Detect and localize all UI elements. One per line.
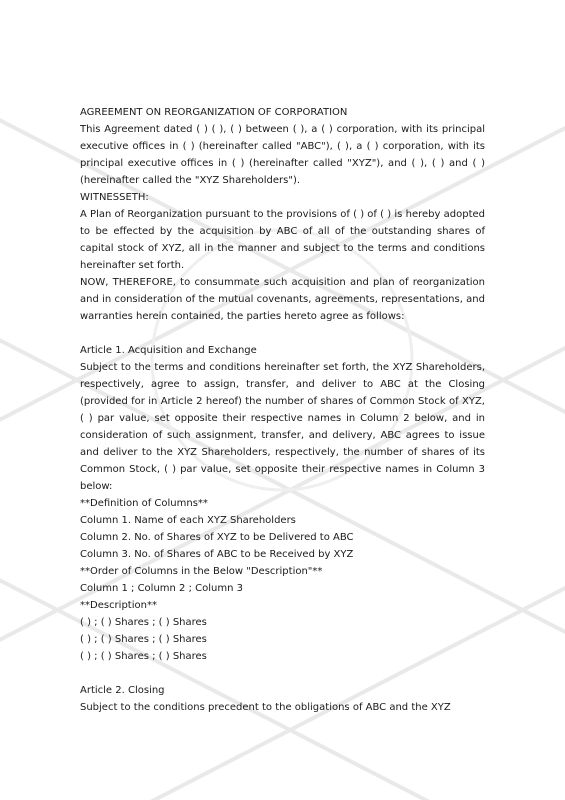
definition-of-columns-heading: **Definition of Columns**	[80, 498, 208, 509]
column-definition: Column 3. No. of Shares of ABC to be Received by XYZ	[80, 549, 354, 560]
description-heading: **Description**	[80, 600, 157, 611]
witnesseth-heading: WITNESSETH:	[80, 192, 149, 203]
intro-paragraph: This Agreement dated ( ) ( ), ( ) between ( ), a ( ) corporation, with its principal executive offices in ( ) (hereinafter called "ABC"), ( ), a ( ) corporation, with its principal executive offices in ( ) (hereinafter called "XYZ"), and ( ), ( ) and ( ) (hereinafter called the "XYZ Shareholders").	[80, 124, 485, 186]
now-therefore-paragraph: NOW, THEREFORE, to consummate such acquisition and plan of reorganization and in consideration of the mutual covenants, agreements, representations, and warranties herein contained, the parties hereto agree as follows:	[80, 277, 485, 322]
article-2-body: Subject to the conditions precedent to the obligations of ABC and the XYZ	[80, 702, 451, 713]
column-definition: Column 1. Name of each XYZ Shareholders	[80, 515, 296, 526]
order-of-columns: Column 1 ; Column 2 ; Column 3	[80, 583, 243, 594]
column-definition: Column 2. No. of Shares of XYZ to be Delivered to ABC	[80, 532, 354, 543]
document-body	[80, 104, 485, 716]
spacer	[80, 325, 485, 342]
document-title: AGREEMENT ON REORGANIZATION OF CORPORATION	[80, 107, 348, 118]
description-row: ( ) ; ( ) Shares ; ( ) Shares	[80, 651, 207, 662]
order-of-columns-heading: **Order of Columns in the Below "Description"**	[80, 566, 323, 577]
description-row: ( ) ; ( ) Shares ; ( ) Shares	[80, 634, 207, 645]
plan-paragraph: A Plan of Reorganization pursuant to the provisions of ( ) of ( ) is hereby adopted to be effected by the acquisition by ABC of all of the outstanding shares of capital stock of XYZ, all in the manner and subject to the terms and conditions hereinafter set forth.	[80, 209, 485, 271]
article-1-body: Subject to the terms and conditions hereinafter set forth, the XYZ Shareholders, respectively, agree to assign, transfer, and deliver to ABC at the Closing (provided for in Article 2 hereof) the number of shares of Common Stock of XYZ, ( ) par value, set opposite their respective names in Column 2 below, and in consideration of such assignment, transfer, and delivery, ABC agrees to issue and deliver to the XYZ Shareholders, respectively, the number of shares of its Common Stock, ( ) par value, set opposite their respective names in Column 3 below:	[80, 362, 485, 492]
article-2-heading: Article 2. Closing	[80, 685, 165, 696]
spacer	[80, 665, 485, 682]
article-1-heading: Article 1. Acquisition and Exchange	[80, 345, 257, 356]
description-row: ( ) ; ( ) Shares ; ( ) Shares	[80, 617, 207, 628]
